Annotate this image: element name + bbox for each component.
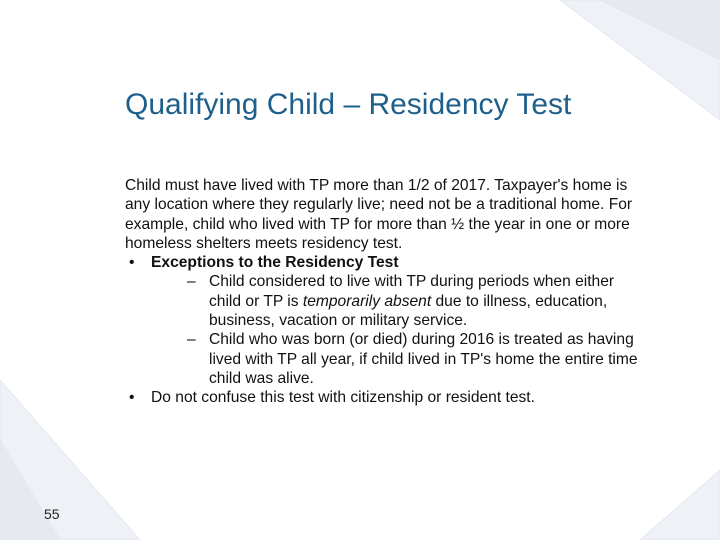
slide-title: Qualifying Child – Residency Test — [125, 88, 572, 121]
slide-body — [125, 176, 645, 408]
bullet-exceptions-text: Exceptions to the Residency Test — [151, 254, 399, 272]
intro-paragraph: Child must have lived with TP more than 1/2 of 2017. Taxpayer's home is any location where they regularly live; need not be a traditional home. For example, child who lived with TP for more than ½ the year in one or more homeless shelters meets residency test. — [125, 177, 633, 252]
bullet-mark: • — [129, 254, 135, 272]
sub1-text-italic: temporarily absent — [302, 292, 432, 310]
sub-bullet-mark: – — [187, 273, 196, 291]
sub-bullet-temporary-absence — [187, 272, 645, 330]
bullet-exceptions — [125, 253, 645, 272]
sub1-text-start: Child considered to live with TP during periods when either child or TP is — [209, 273, 615, 310]
sub2-text: Child who was born (or died) during 2016 is treated as having lived with TP all year, if child lived in TP's home the entire time child was alive. — [209, 331, 638, 387]
bullet-do-not-confuse — [125, 388, 645, 407]
bullet-mark: • — [129, 389, 135, 407]
sub-bullet-born-or-died — [187, 330, 645, 388]
page-number: 55 — [44, 506, 60, 522]
sub1-text-end: due to illness, education, business, vacation or military service. — [209, 292, 608, 330]
bullet-do-not-confuse-text: Do not confuse this test with citizenship or resident test. — [151, 389, 535, 407]
sub-bullet-mark: – — [187, 331, 196, 349]
